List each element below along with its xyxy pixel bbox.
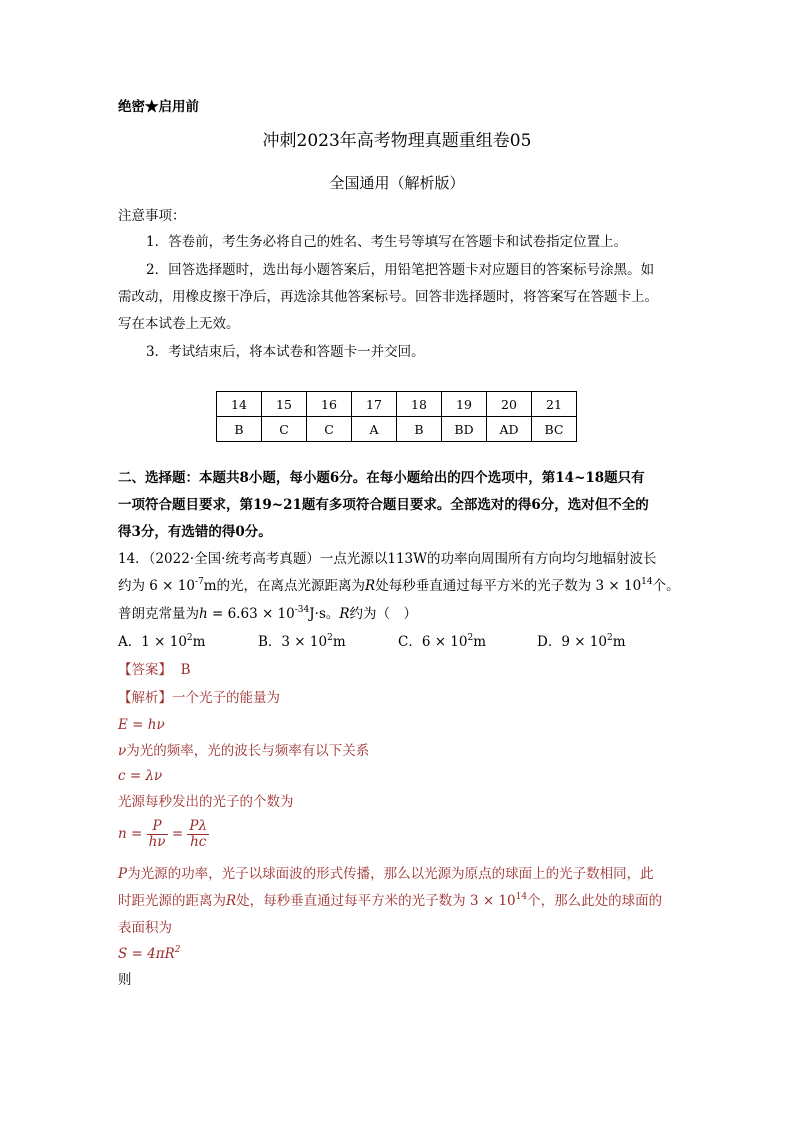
- table-cell: B: [217, 417, 262, 442]
- exponent: 2: [467, 633, 474, 643]
- analysis-text: 处，每秒垂直通过每平方米的光子数为 3 × 10: [236, 893, 516, 909]
- option-label: A．1 × 10: [118, 634, 187, 650]
- question-text: 约为（ ）: [349, 606, 418, 622]
- question-text: m的光，在离点光源距离为: [203, 578, 366, 594]
- notice-item-2-line-2: 需改动，用橡皮擦干净后，再选涂其他答案标号。回答非选择题时，将答案写在答题卡上。: [118, 289, 658, 305]
- answer-table-number-row: [217, 392, 577, 417]
- option-d: [537, 632, 626, 652]
- exponent: 14: [515, 892, 528, 902]
- fraction-denominator: hc: [190, 834, 207, 850]
- variable: ν: [118, 743, 127, 759]
- variable: R: [365, 578, 376, 594]
- section-heading-line-1: 二、选择题：本题共8小题，每小题6分。在每小题给出的四个选项中，第14~18题只有: [118, 470, 645, 486]
- option-b: [258, 632, 346, 652]
- analysis-p-line-3: 表面积为: [118, 920, 172, 936]
- analysis-text: 个，那么此处的球面的: [527, 893, 663, 909]
- table-cell: BC: [532, 417, 577, 442]
- answer-table: [216, 391, 577, 442]
- fraction: [187, 819, 209, 850]
- analysis-line: [118, 688, 280, 708]
- exponent: 2: [327, 633, 333, 643]
- notice-item-1: 1．答卷前，考生务必将自己的姓名、考生号等填写在答题卡和试卷指定位置上。: [146, 234, 628, 250]
- table-cell: 21: [532, 392, 577, 417]
- question-text: 约为 6 × 10: [118, 578, 195, 594]
- question-text: 个。: [652, 578, 680, 594]
- option-a: [118, 632, 205, 652]
- exponent: 2: [607, 633, 613, 643]
- equation-text: n =: [118, 826, 143, 842]
- analysis-text: 时距光源的距离为: [118, 893, 226, 909]
- notice-item-3: 3．考试结束后，将本试卷和答题卡一并交回。: [146, 344, 425, 360]
- option-unit: m: [612, 634, 626, 650]
- table-cell: 20: [487, 392, 532, 417]
- secret-label: 绝密★启用前: [118, 99, 199, 115]
- table-cell: 16: [307, 392, 352, 417]
- analysis-count-line: 光源每秒发出的光子的个数为: [118, 794, 294, 810]
- option-unit: m: [192, 634, 206, 650]
- analysis-nu-line: [118, 741, 369, 761]
- equation-2: c = λν: [118, 768, 163, 784]
- exponent: -34: [294, 605, 310, 615]
- equation-4: [118, 944, 181, 964]
- notice-item-2-line-1: 2．回答选择题时，选出每小题答案后，用铅笔把答题卡对应题目的答案标号涂黑。如: [146, 262, 655, 278]
- analysis-text: 为光的频率，光的波长与频率有以下关系: [126, 743, 370, 759]
- question-text: J·s。: [309, 606, 340, 622]
- table-cell: AD: [487, 417, 532, 442]
- variable: h: [199, 606, 208, 622]
- exponent: 14: [641, 577, 653, 587]
- answer-value: B: [180, 662, 191, 678]
- table-cell: BD: [442, 417, 487, 442]
- page-title: 冲刺2023年高考物理真题重组卷05: [262, 131, 532, 151]
- equation-text: =: [171, 826, 184, 842]
- analysis-text: 一个光子的能量为: [172, 690, 280, 706]
- option-label: D．9 × 10: [537, 634, 607, 650]
- option-label: C．6 × 10: [398, 634, 468, 650]
- table-cell: 19: [442, 392, 487, 417]
- option-label: B．3 × 10: [258, 634, 328, 650]
- exponent: 2: [186, 633, 193, 643]
- table-cell: 18: [397, 392, 442, 417]
- section-heading-line-2: 一项符合题目要求，第19~21题有多项符合题目要求。全部选对的得6分，选对但不全的: [118, 497, 649, 513]
- fraction-denominator: hν: [148, 834, 166, 850]
- page-subtitle: 全国通用（解析版）: [329, 174, 465, 192]
- table-cell: C: [262, 417, 307, 442]
- answer-line: [118, 660, 191, 680]
- question-line-2: [118, 576, 680, 596]
- analysis-text: 为光源的功率，光子以球面波的形式传播，那么以光源为原点的球面上的光子数相同，此: [127, 866, 654, 882]
- equation-3: [118, 818, 209, 850]
- section-heading-line-3: 得3分，有选错的得0分。: [118, 524, 272, 540]
- table-cell: B: [397, 417, 442, 442]
- analysis-p-line-1: [118, 864, 654, 884]
- table-cell: 14: [217, 392, 262, 417]
- question-text: 处每秒垂直通过每平方米的光子数为 3 × 10: [375, 578, 642, 594]
- notice-item-2-line-3: 写在本试卷上无效。: [118, 316, 240, 332]
- question-text: 普朗克常量为: [118, 606, 199, 622]
- analysis-p-line-2: [118, 891, 662, 911]
- option-unit: m: [332, 634, 346, 650]
- option-unit: m: [473, 634, 487, 650]
- variable: R: [339, 606, 350, 622]
- answer-table-answer-row: [217, 417, 577, 442]
- exponent: -7: [194, 577, 204, 587]
- exponent: 2: [174, 945, 181, 955]
- fraction: [147, 819, 168, 850]
- table-cell: C: [307, 417, 352, 442]
- fraction-numerator: P: [147, 819, 168, 835]
- table-cell: 17: [352, 392, 397, 417]
- equation-text: S = 4πR: [118, 946, 175, 962]
- variable: R: [226, 893, 237, 909]
- answer-label: 【答案】: [118, 662, 172, 678]
- analysis-label: 【解析】: [118, 690, 172, 706]
- option-c: [398, 632, 486, 652]
- table-cell: A: [352, 417, 397, 442]
- table-cell: 15: [262, 392, 307, 417]
- question-line-3: [118, 604, 417, 624]
- variable: P: [118, 866, 128, 882]
- question-line-1: 14．（2022·全国·统考高考真题）一点光源以113W的功率向周围所有方向均匀地辐射波长: [118, 551, 657, 567]
- notice-heading: 注意事项：: [118, 208, 186, 224]
- fraction-numerator: Pλ: [189, 818, 208, 834]
- equation-1: E = hν: [118, 717, 165, 733]
- analysis-then: 则: [118, 972, 132, 988]
- question-text: = 6.63 × 10: [207, 606, 295, 622]
